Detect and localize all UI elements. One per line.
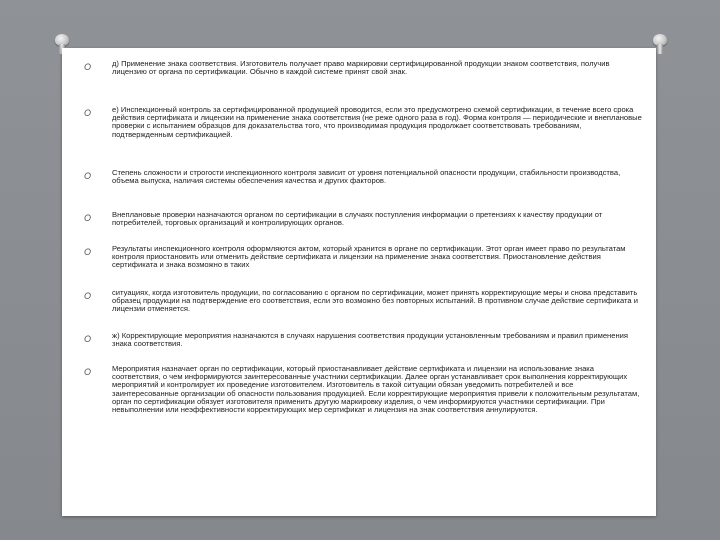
list-item-text: д) Применение знака соответствия. Изготовитель получает право маркировки сертифицированной продукции знаком соответствия, получив лицензию от органа по сертификации. Обычно в каждой системе принят свой знак. <box>112 59 610 77</box>
list-item <box>84 365 642 414</box>
bullet-marker: O <box>84 334 92 344</box>
bullet-marker: O <box>84 108 92 118</box>
list-item-text: Степень сложности и строгости инспекционного контроля зависит от уровня потенциальной опасности продукции, стабильности производства, объема выпуска, наличия системы обеспечения качества и других факторов. <box>112 168 621 186</box>
list-item <box>84 211 642 227</box>
list-item <box>84 60 642 76</box>
bullet-marker: O <box>84 62 92 72</box>
list-item-text: е) Инспекционный контроль за сертифицированной продукцией проводится, если это предусмотрено схемой сертификации, в течение всего срока действия сертификата и лицензии на применение знака соответствия (не реже одного раза в год). Форма контроля — периодические и внеплановые проверки с испытанием образцов для доказательства того, что производимая продукция продолжает соответствовать требованиям, подтвержденным сертификацией. <box>112 105 642 139</box>
list-item <box>84 245 642 270</box>
bullet-marker: O <box>84 171 92 181</box>
slide-page <box>62 48 656 516</box>
bullet-marker: O <box>84 367 92 377</box>
list-item <box>84 289 642 314</box>
bullet-marker: O <box>84 291 92 301</box>
list-item-text: Результаты инспекционного контроля оформляются актом, который хранится в органе по сертификации. Этот орган имеет право по результатам контроля приостановить или отменить действие сертификата и лицензии на применение знака соответствия. Приостановление действия сертификата и знака возможно в таких <box>112 244 626 270</box>
list-item <box>84 332 642 348</box>
list-item <box>84 169 642 185</box>
list-item-text: ситуациях, когда изготовитель продукции, по согласованию с органом по сертификации, может принять корректирующие меры и снова представить образец продукции на подтверждение его соответствия, если это возможно без повторных испытаний. В противном случае действие сертификата и лицензии отменяется. <box>112 288 638 314</box>
bullet-marker: O <box>84 213 92 223</box>
list-item-text: Внеплановые проверки назначаются органом по сертификации в случаях поступления информации о претензиях к качеству продукции от потребителей, торговых организаций и контролирующих органов. <box>112 210 603 228</box>
list-item-text: ж) Корректирующие мероприятия назначаются в случаях нарушения соответствия продукции установленным требованиям и правил применения знака соответствия. <box>112 331 629 349</box>
list-item-text: Мероприятия назначает орган по сертификации, который приостанавливает действие сертификата и лицензии на использование знака соответствия, о чем информируются заинтересованные участники сертификации. Далее орган устанавливает срок выполнения корректирующих мероприятий и контролирует их проведение изготовителем. Изготовитель в такой ситуации обязан уведомить потребителей и все заинтересованные организации об опасности пользования продукцией. Если корректирующие мероприятия привели к положительным результатам, орган по сертификации обязует изготовителя применить другую маркировку изделия, о чем информируются участники сертификации. При невыполнении или неэффективности корректирующих мер сертификат и лицензия на знак соответствия аннулируются. <box>112 364 640 415</box>
list-item <box>84 106 642 139</box>
bullet-marker: O <box>84 247 92 257</box>
